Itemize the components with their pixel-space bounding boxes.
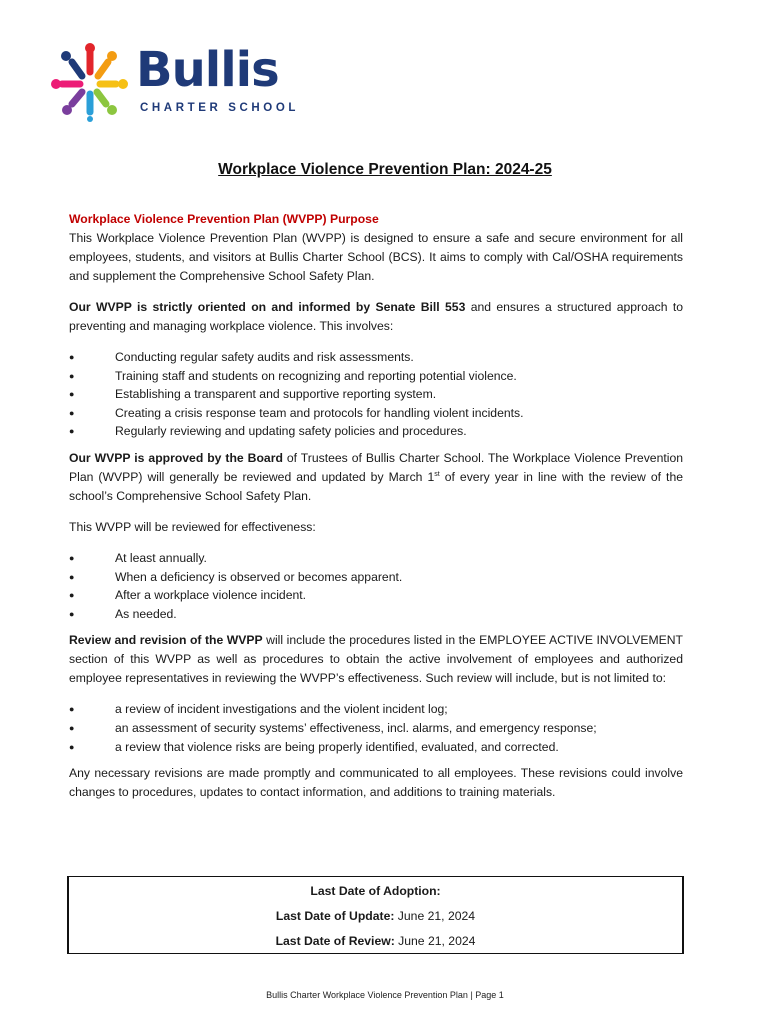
page-footer: Bullis Charter Workplace Violence Prevention Plan | Page 1: [266, 990, 504, 1000]
review-value: June 21, 2024: [394, 934, 476, 948]
list-item: ● When a deficiency is observed or becomes apparent.: [69, 568, 683, 587]
review-text: will include the procedures listed in the EMPLOYEE ACTIVE INVOLVEMENT section of this WVPP as well as procedures to obtain the active involvement of employees and authorized employee representatives in reviewing the WVPP’s effectiveness. Such review will include, but is not limited to:: [69, 633, 683, 686]
purpose-text: This Workplace Violence Prevention Plan (WVPP) is designed to ensure a safe and secure environment for all employees, students, and visitors at Bullis Charter School (BCS). It aims to comply with Cal/OSHA requirements and supplement the Comprehensive School Safety Plan.: [69, 231, 683, 283]
approval-superscript: st: [434, 470, 440, 478]
purpose-paragraph: [69, 210, 683, 286]
list-item: ● After a workplace violence incident.: [69, 586, 683, 605]
approval-text-2: of every year in line with the review of the school’s Comprehensive School Safety Plan.: [69, 469, 684, 503]
dates-box: [67, 876, 684, 954]
involves-list: [69, 348, 683, 441]
approval-text-1: of Trustees of Bullis Charter School. The Workplace Violence Prevention Plan (WVPP) will generally be reviewed and updated by March 1: [69, 450, 684, 484]
orientation-text: and ensures a structured approach to preventing and managing workplace violence. This involves:: [69, 300, 684, 333]
list-item: ● Training staff and students on recognizing and reporting potential violence.: [69, 367, 683, 386]
update-value: June 21, 2024: [394, 909, 476, 923]
purpose-heading: Workplace Violence Prevention Plan (WVPP) Purpose: [69, 212, 379, 226]
review-label: Last Date of Review:: [275, 934, 395, 948]
logo-subtitle: CHARTER SCHOOL: [140, 102, 300, 114]
review-paragraph: [69, 631, 683, 688]
approval-bold: Our WVPP is approved by the Board: [69, 450, 283, 465]
logo-wordmark: Bullis: [136, 42, 279, 98]
list-item: ● a review that violence risks are being properly identified, evaluated, and corrected.: [69, 738, 683, 757]
people-circle-logo-icon: [50, 42, 130, 122]
list-item: ● Establishing a transparent and supportive reporting system.: [69, 385, 683, 404]
list-item: ● At least annually.: [69, 549, 683, 568]
list-item: ● an assessment of security systems’ effectiveness, incl. alarms, and emergency response;: [69, 719, 683, 738]
effectiveness-intro: This WVPP will be reviewed for effectiveness:: [69, 519, 316, 534]
adoption-date-row: [69, 880, 682, 902]
list-item: ● a review of incident investigations and the violent incident log;: [69, 700, 683, 719]
list-item: ● Regularly reviewing and updating safety policies and procedures.: [69, 422, 683, 441]
approval-paragraph: [69, 449, 683, 506]
update-label: Last Date of Update:: [275, 909, 395, 923]
review-list: [69, 700, 683, 756]
list-item: ● As needed.: [69, 605, 683, 624]
revisions-paragraph: Any necessary revisions are made promptly and communicated to all employees. These revisions could involve changes to procedures, updates to contact information, and additions to training materials.: [69, 766, 683, 800]
list-item: ● Conducting regular safety audits and risk assessments.: [69, 348, 683, 367]
review-bold: Review and revision of the WVPP: [69, 633, 263, 648]
orientation-bold: Our WVPP is strictly oriented on and informed by Senate Bill 553: [69, 300, 466, 314]
document-body: [69, 210, 683, 802]
school-logo: [50, 42, 310, 122]
adoption-label: Last Date of Adoption:: [310, 884, 441, 898]
orientation-paragraph: [69, 298, 683, 336]
update-date-row: [69, 905, 682, 927]
list-item: ● Creating a crisis response team and protocols for handling violent incidents.: [69, 404, 683, 423]
page-title: Workplace Violence Prevention Plan: 2024-25: [218, 161, 552, 178]
review-date-row: [69, 930, 682, 952]
effectiveness-list: [69, 549, 683, 623]
